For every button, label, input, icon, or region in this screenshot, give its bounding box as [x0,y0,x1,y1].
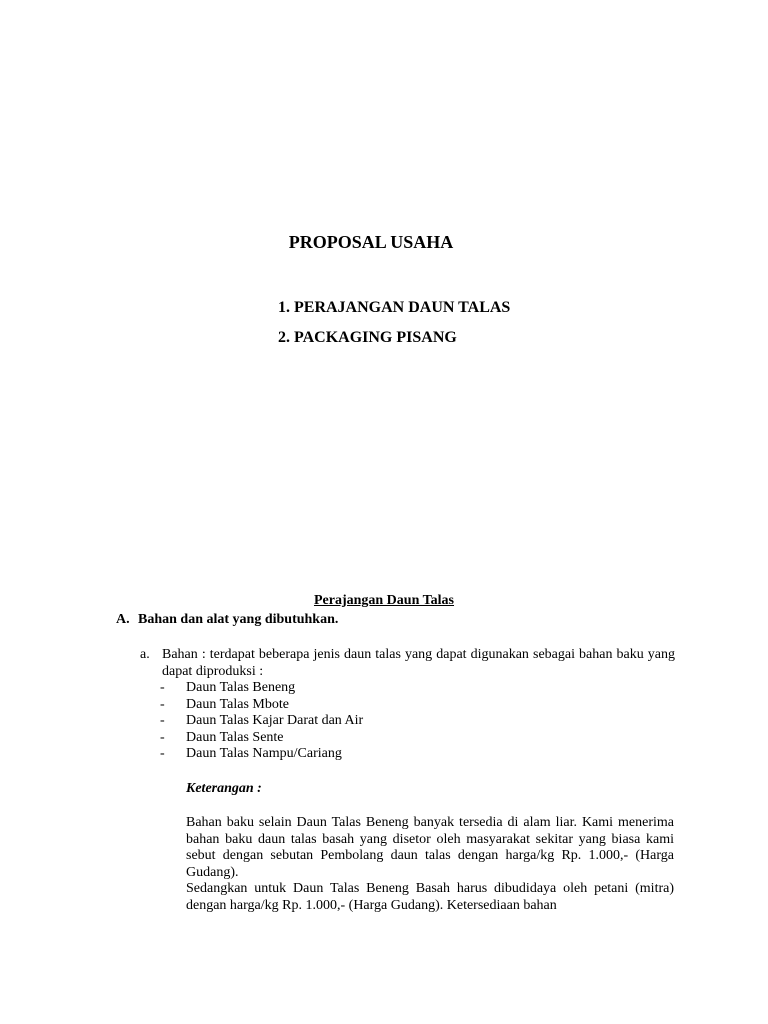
paragraph: Sedangkan untuk Daun Talas Beneng Basah harus dibudidaya oleh petani (mitra) dengan harga/kg Rp. 1.000,- (Harga Gudang). Ketersediaan bahan [186,881,674,913]
keterangan-label: Keterangan : [186,781,262,796]
material-list [160,680,363,763]
list-item-text: Daun Talas Kajar Darat dan Air [186,713,364,729]
title-list [278,296,510,356]
paragraph: Bahan baku selain Daun Talas Beneng banyak tersedia di alam liar. Kami menerima bahan baku daun talas basah yang disetor oleh masyarakat sekitar yang biasa kami sebut dengan sebutan Pembolang daun talas dengan harga/kg Rp. 1.000,- (Harga Gudang). [186,815,674,880]
item-marker: a. [140,647,150,662]
list-item: - Daun Talas Sente [160,729,284,745]
list-item-a [140,646,675,680]
page-title: PROPOSAL USAHA [288,232,454,252]
list-item-text: Daun Talas Mbote [186,696,289,712]
list-item: - Daun Talas Nampu/Cariang [160,746,342,762]
section-heading [116,611,338,629]
list-item: - Daun Talas Kajar Darat dan Air [160,713,364,729]
list-item: - Daun Talas Beneng [160,680,296,695]
title-list-item: 1. PERAJANGAN DAUN TALAS [278,299,511,316]
title-list-item: 2. PACKAGING PISANG [278,329,457,346]
list-item-text: Daun Talas Beneng [186,680,296,695]
heading-text: Bahan dan alat yang dibutuhkan. [138,612,339,627]
list-item: - Daun Talas Mbote [160,696,289,712]
section-title: Perajangan Daun Talas [313,593,455,608]
list-item-text: Daun Talas Nampu/Cariang [186,746,342,762]
heading-marker: A. [116,612,130,627]
list-item-text: Daun Talas Sente [186,729,284,745]
item-text: Bahan : terdapat beberapa jenis daun talas yang dapat digunakan sebagai bahan baku yang dapat diproduksi : [162,647,675,679]
